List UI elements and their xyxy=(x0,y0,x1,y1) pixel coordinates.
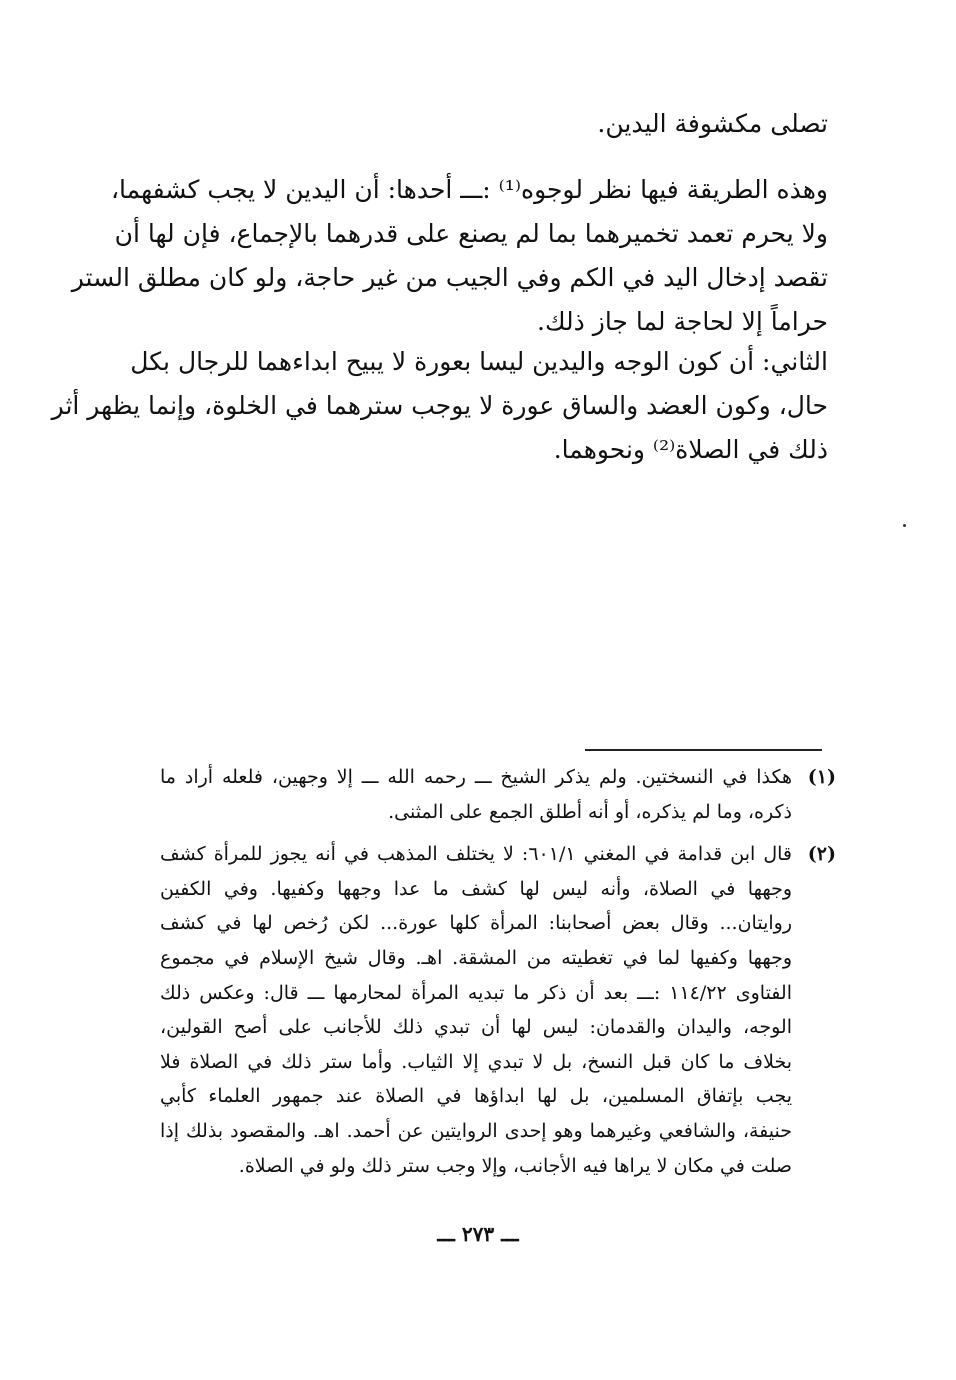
footnotes xyxy=(160,760,836,1191)
footnote-line: قال ابن قدامة في المغني ٦٠١/١: لا يختلف المذهب في أنه يجوز للمرأة كشف xyxy=(160,843,792,866)
body-text-opening-line xyxy=(160,102,828,146)
paragraph-2 xyxy=(51,340,828,472)
footnote-line: صلت في مكان لا يراها فيه الأجانب، وإلا وجب ستر ذلك ولو في الصلاة. xyxy=(238,1154,792,1177)
footnote-2 xyxy=(160,837,836,1183)
footnote-line: يجب بإتفاق المسلمين، بل لها ابداؤها في الصلاة عند جمهور العلماء كأبي xyxy=(160,1085,792,1108)
footnote-line: روايتان... وقال بعض أصحابنا: المرأة كلها عورة... لكن رُخص لها في كشف xyxy=(160,912,792,935)
text-line: تصلى مكشوفة اليدين. xyxy=(597,109,828,138)
page-number: ـــ ٢٧٣ ـــ xyxy=(437,1222,519,1246)
footnote-number: (١) xyxy=(807,766,836,788)
text-line: ولا يحرم تعمد تخميرهما بما لم يصنع على قدرهما بالإجماع، فإن لها أن xyxy=(114,219,828,248)
footnote-1 xyxy=(160,760,836,829)
footnote-line: وجهها في الصلاة، وأنه ليس لها كشف ما عدا وجهها وكفيها. وفي الكفين xyxy=(160,877,792,900)
text-line: ذلك في الصلاة⁽²⁾ ونحوهما. xyxy=(553,435,828,464)
footnote-body xyxy=(160,837,792,1183)
footnote-line: هكذا في النسختين. ولم يذكر الشيخ ـــ رحمه الله ـــ إلا وجهين، فلعله أراد ما xyxy=(160,766,792,788)
footnote-line: الفتاوى ١١٤/٢٢ :ـــ بعد أن ذكر ما تبديه المرأة لمحارمها ـــ قال: وعكس ذلك xyxy=(160,981,792,1004)
text-line: حراماً إلا لحاجة لما جاز ذلك. xyxy=(537,307,828,336)
footnote-number: (٢) xyxy=(807,843,836,866)
footnote-line: وجهها وكفيها لما في تغطيته من المشقة. اهـ. وقال شيخ الإسلام في مجموع xyxy=(160,946,792,969)
text-line: تقصد إدخال اليد في الكم وفي الجيب من غير حاجة، ولو كان مطلق الستر xyxy=(71,263,828,292)
text-line: حال، وكون العضد والساق عورة لا يوجب سترهما في الخلوة، وإنما يظهر أثر xyxy=(51,391,828,420)
paragraph-1 xyxy=(71,168,828,344)
footnote-line: ذكره، وما لم يذكره، أو أنه أطلق الجمع على المثنى. xyxy=(388,800,792,823)
footnote-line: حنيفة، والشافعي وغيرهما وهو إحدى الروايتين عن أحمد. اهـ. والمقصود بذلك إذا xyxy=(160,1119,792,1142)
scan-speck xyxy=(903,524,906,527)
text-line: وهذه الطريقة فيها نظر لوجوه⁽¹⁾ :ـــ أحدها: أن اليدين لا يجب كشفهما، xyxy=(110,175,828,204)
footnote-line: الوجه، واليدان والقدمان: ليس لها أن تبدي ذلك للأجانب على أصح القولين، xyxy=(160,1016,792,1039)
text-line: الثاني: أن كون الوجه واليدين ليسا بعورة لا يبيح ابداءهما للرجال بكل xyxy=(130,347,828,376)
footnote-separator xyxy=(585,749,822,751)
footnote-body xyxy=(160,760,792,829)
footnote-line: بخلاف ما كان قبل النسخ، بل لا تبدي إلا الثياب. وأما ستر ذلك في الصلاة فلا xyxy=(160,1050,792,1073)
